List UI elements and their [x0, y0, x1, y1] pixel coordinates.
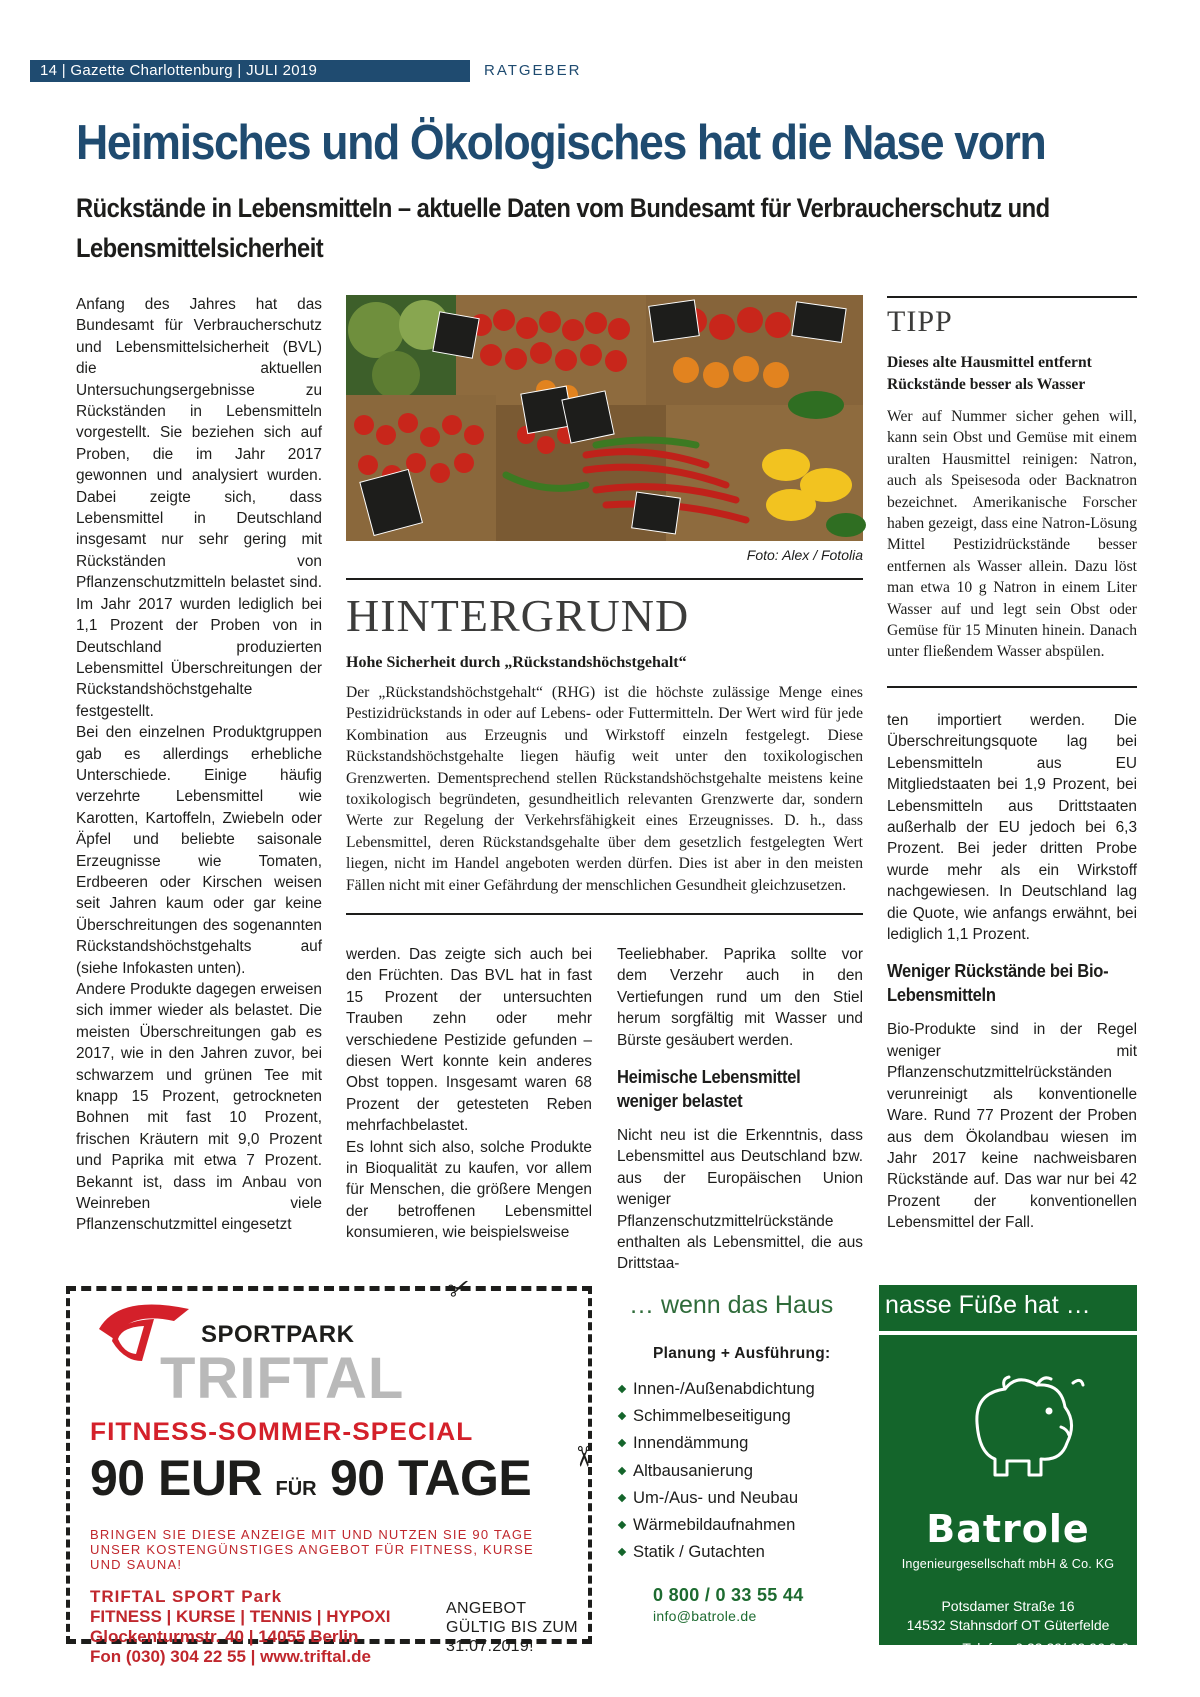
section-label: RATGEBER — [484, 62, 582, 79]
hintergrund-text: Der „Rückstandshöchstgehalt“ (RHG) ist die höchste zulässige Menge eines Pestizidrückstands in oder auf Lebens- oder Futtermitteln. Der Wert wird für jede Kombination aus Erzeugnis und Wirkstoff einzeln festgelegt. Diese Rückstandshöchstgehalte liegen häufig weit unter den toxikologischen Grenzwerten. Dementsprechend stellen Rückstandshöchstgehalte meistens keine toxikologisch begründeten, gesundheitlich relevanten Grenzwerte dar, sondern Werte zur Regelung der Verkehrsfähigkeit eines Erzeugnisses. D. h., dass Lebensmittel, deren Rückstandsgehalte über dem gesetzlich festgelegten Wert liegen, nicht im Handel angeboten werden dürfen. Dies ist aber in den meisten Fällen nicht mit einer Gefährdung der menschlichen Gesundheit gleichzusetzen. — [346, 684, 863, 894]
service-label: Altbausanierung — [633, 1460, 753, 1480]
address-street: Potsdamer Straße 16 — [941, 1598, 1075, 1614]
hintergrund-title: HINTERGRUND — [346, 590, 690, 641]
scissors-icon: ✂ — [443, 1269, 477, 1308]
tipp-title: TIPP — [887, 305, 953, 338]
telefax: Telefax: 0 33 29/ 69 96 0-29 — [955, 1659, 1129, 1675]
bullet-icon — [618, 1412, 626, 1420]
company-type: Ingenieurgesellschaft mbH & Co. KG — [901, 1557, 1115, 1571]
service-label: Wärmebildaufnahmen — [633, 1515, 796, 1535]
offer-validity — [446, 1599, 586, 1656]
list-item — [617, 1375, 877, 1402]
list-item — [617, 1457, 877, 1484]
list-item — [617, 1402, 877, 1429]
bullet-icon — [618, 1521, 626, 1529]
list-item — [617, 1484, 877, 1511]
banner-left: … wenn das Haus — [629, 1291, 834, 1319]
batrole-ad — [617, 1285, 1137, 1675]
article-column-3 — [617, 944, 863, 1275]
list-item — [617, 1429, 877, 1456]
validity-date: 31.07.2019! — [446, 1638, 534, 1655]
ad-banner — [617, 1285, 1137, 1331]
bullet-icon — [618, 1439, 626, 1447]
divider — [346, 578, 863, 580]
sportpark-label: SPORTPARK — [201, 1321, 355, 1348]
email-address: info@batrole.de — [653, 1608, 757, 1624]
triftal-wordmark: TRIFTAL — [160, 1346, 405, 1411]
divider — [887, 686, 1137, 688]
phone-number: 0 800 / 0 33 55 44 — [653, 1585, 804, 1605]
sportpark-coupon-ad — [66, 1286, 592, 1666]
price-offer — [90, 1450, 531, 1517]
paragraph: werden. Das zeigte sich auch bei den Früchten. Das BVL hat in fast 15 Prozent der untersuchten Trauben zehn oder mehr verschiedene Pestizide gefunden – diesen Wert konnte kein anderes Obst toppen. Insgesamt waren 68 Prozent der getesteten Reben mehrfachbelastet. — [346, 946, 592, 1135]
paragraph: ten importiert werden. Die Überschreitungsquote lag bei Lebensmitteln aus EU Mitgliedstaaten bei 1,9 Prozent, bei Lebensmitteln aus Drittstaaten außerhalb der EU jedoch bei 6,3 Prozent. Bei jeder dritten Probe wurde mehr als ein Wirkstoff nachgewiesen. In Deutschland lag die Quote, wie anfangs erwähnt, bei lediglich 1,1 Prozent. — [887, 712, 1137, 944]
planung-label: Planung + Ausführung: — [653, 1345, 831, 1362]
tipp-text: Wer auf Nummer sicher gehen will, kann sein Obst und Gemüse mit einem uralten Hausmittel reinigen: Natron, auch als Speisesoda oder Backnatron bezeichnet. Amerikanische Forscher haben gezeigt, dass eine Natron-Lösung Mittel Pestizidrückstände besser entfernen als Wasser allein. Dazu löst man etwa 10 g Natron in einem Liter Wasser auf und legt sein Obst oder Gemüse für 15 Minuten hinein. Danach unter fließendem Wasser abspülen. — [887, 408, 1137, 661]
bullet-icon — [618, 1385, 626, 1393]
service-label: Innen-/Außenabdichtung — [633, 1379, 815, 1398]
page-header — [0, 0, 1200, 82]
list-item — [617, 1538, 877, 1565]
section-subhead: Heimische Lebensmittel weniger belastet — [617, 1067, 801, 1112]
service-list — [617, 1345, 877, 1565]
article-subtitle: Rückstände in Lebensmitteln – aktuelle Daten vom Bundesamt für Verbraucherschutz und Lebensmittelsicherheit — [76, 193, 1050, 263]
service-label: Schimmelbeseitigung — [633, 1406, 791, 1426]
park-name: TRIFTAL SPORT Park — [90, 1587, 283, 1606]
paragraph: Teeliebhaber. Paprika sollte vor dem Verzehr auch in den Vertiefungen rund um den Stiel herum sorgfältig mit Wasser und Bürste gesäubert werden. — [617, 946, 863, 1049]
validity-line: ANGEBOT — [446, 1600, 527, 1617]
park-address: Glockenturmstr. 40 | 14055 Berlin — [90, 1627, 359, 1646]
park-phone-web: Fon (030) 304 22 55 | www.triftal.de — [90, 1647, 371, 1666]
company-address — [879, 1597, 1137, 1635]
hintergrund-heading: Hohe Sicherheit durch „Rückstandshöchstgehalt“ — [346, 654, 687, 671]
hippo-logo-icon — [957, 1363, 1089, 1483]
section-subhead: Weniger Rückstände bei Bio-Lebensmitteln — [887, 961, 1109, 1006]
paragraph: Es lohnt sich also, solche Produkte in Bioqualität zu kaufen, vor allem für Menschen, die größere Mengen der betroffenen Lebensmittel konsumieren, wie beispielsweise — [346, 1138, 592, 1242]
company-contact — [879, 1639, 1129, 1677]
article-column-2 — [346, 944, 592, 1244]
price-amount: 90 EUR — [90, 1450, 263, 1506]
price-duration: 90 TAGE — [330, 1450, 532, 1506]
vegetable-market-photo — [346, 295, 863, 541]
park-line: FITNESS | KURSE | TENNIS | HYPOXI — [90, 1607, 391, 1626]
hintergrund-box — [346, 590, 863, 896]
telephone: Telefon: 0 33 29/ 69 96 0-0 — [962, 1640, 1129, 1656]
special-headline: FITNESS-SOMMER-SPECIAL — [90, 1418, 474, 1446]
bullet-icon — [618, 1548, 626, 1556]
tipp-heading: Dieses alte Hausmittel entfernt Rückstände besser als Wasser — [887, 354, 1092, 393]
paragraph: Nicht neu ist die Erkenntnis, dass Lebensmittel aus Deutschland bzw. aus der Europäischen Union weniger Pflanzenschutzmittelrückstände enthalten als Lebensmittel, die aus Drittstaa- — [617, 1127, 863, 1273]
paragraph: Anfang des Jahres hat das Bundesamt für Verbraucherschutz und Lebensmittelsicherheit (BVL) die aktuellen Untersuchungsergebnisse zu Rückständen in Lebensmitteln vorgestellt. Sie beziehen sich auf Proben, die im Jahr 2017 gewonnen und analysiert wurden. Dabei zeigte sich, dass Lebensmittel in Deutschland insgesamt nur sehr gering mit Rückständen von Pflanzenschutzmitteln belastet sind. Im Jahr 2017 wurden lediglich bei 1,1 Prozent der Proben von in Deutschland produzierten Lebensmittel Überschreitungen der Rückstandshöchstgehalte festgestellt. — [76, 296, 322, 720]
bullet-icon — [618, 1466, 626, 1474]
paragraph: Bei den einzelnen Produktgruppen gab es allerdings erhebliche Unterschiede. Einige häufig verzehrte Lebensmittel wie Karotten, Kartoffeln, Zwiebeln oder Äpfel und beliebte saisonale Erzeugnisse wie Tomaten, Erdbeeren oder Kirschen weisen seit Jahren kaum oder gar keine Überschreitungen des sogenannten Rückstandshöchstgehalts auf (siehe Infokasten unten). — [76, 724, 322, 977]
paragraph: Andere Produkte dagegen erweisen sich immer wieder als belastet. Die meisten Überschreitungen gab es 2017, wie in den Jahren zuvor, bei schwarzem und grünen Tee mit knapp 15 Prozent, getrockneten Bohnen mit fast 10 Prozent, frischen Kräutern mit 9,0 Prozent und Paprika mit etwa 7 Prozent. Bekannt ist, dass im Anbau von Weinreben viele Pflanzenschutzmittel eingesetzt — [76, 981, 322, 1234]
scissors-icon: ✂ — [568, 1444, 600, 1469]
park-contact — [90, 1587, 430, 1667]
list-item — [617, 1511, 877, 1538]
address-city: 14532 Stahnsdorf OT Güterfelde — [906, 1617, 1110, 1633]
banner-right: nasse Füße hat … — [879, 1285, 1137, 1331]
divider — [346, 913, 863, 915]
tipp-box — [887, 296, 1137, 663]
article-column-1 — [76, 294, 322, 1236]
offer-note: BRINGEN SIE DIESE ANZEIGE MIT UND NUTZEN SIE 90 TAGE UNSER KOSTENGÜNSTIGES ANGEBOT FÜR FITNESS, KURSE UND SAUNA! — [90, 1527, 534, 1572]
brand-name: Batrole — [926, 1507, 1090, 1551]
issue-info: 14 | Gazette Charlottenburg | JULI 2019 — [30, 60, 470, 82]
company-panel — [879, 1335, 1137, 1675]
bullet-icon — [618, 1494, 626, 1502]
market-illustration — [346, 295, 863, 541]
service-label: Um-/Aus- und Neubau — [633, 1487, 799, 1507]
service-label: Statik / Gutachten — [633, 1542, 765, 1562]
price-fuer: FÜR — [275, 1478, 317, 1500]
service-label: Innendämmung — [633, 1433, 749, 1453]
article-column-4 — [887, 710, 1137, 1234]
validity-line: GÜLTIG BIS ZUM — [446, 1619, 578, 1636]
paragraph: Bio-Produkte sind in der Regel weniger mit Pflanzenschutzmittelrückständen verunreinigt als konventionelle Ware. Rund 77 Prozent der Proben aus dem Ökolandbau wiesen im Jahr 2017 keine nachweisbaren Rückstände auf. Das war nur bei 42 Prozent der konventionellen Lebensmittel der Fall. — [887, 1021, 1137, 1232]
photo-credit: Foto: Alex / Fotolia — [746, 547, 863, 563]
article-title: Heimisches und Ökologisches hat die Nase vorn — [76, 116, 1046, 170]
